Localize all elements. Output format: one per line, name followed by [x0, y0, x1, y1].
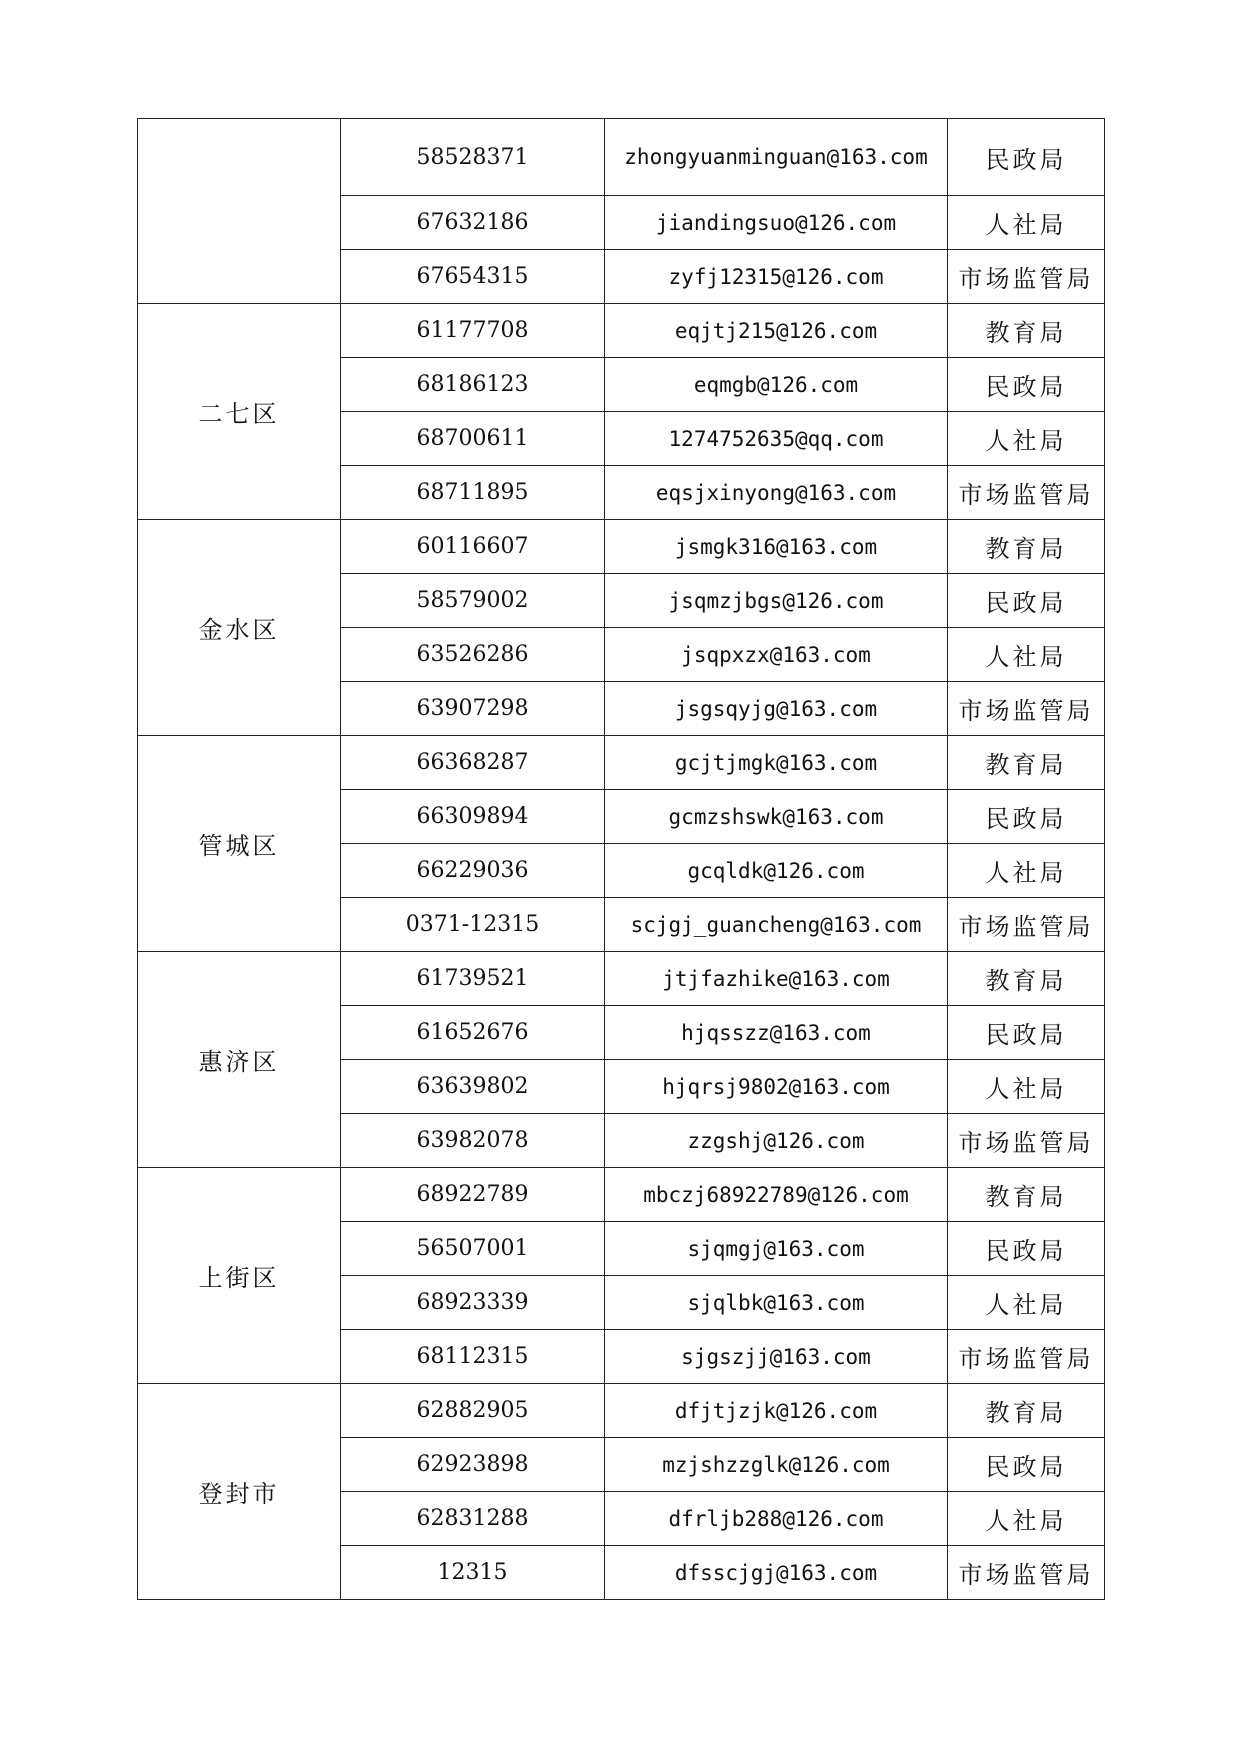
phone-cell: 62882905: [341, 1384, 605, 1438]
email-cell: 1274752635@qq.com: [605, 412, 948, 466]
department-cell: 教育局: [948, 1384, 1105, 1438]
department-cell: 市场监管局: [948, 250, 1105, 304]
department-cell: 人社局: [948, 1492, 1105, 1546]
email-cell: jsmgk316@163.com: [605, 520, 948, 574]
email-cell: sjqlbk@163.com: [605, 1276, 948, 1330]
phone-cell: 68711895: [341, 466, 605, 520]
phone-cell: 66368287: [341, 736, 605, 790]
table-row: [138, 119, 1105, 196]
email-cell: dfsscjgj@163.com: [605, 1546, 948, 1600]
phone-cell: 0371-12315: [341, 898, 605, 952]
district-cell: 金水区: [138, 520, 341, 736]
table-row: [138, 304, 1105, 358]
email-cell: zzgshj@126.com: [605, 1114, 948, 1168]
district-cell: 管城区: [138, 736, 341, 952]
email-cell: zhongyuanminguan@163.com: [605, 119, 948, 196]
phone-cell: 58528371: [341, 119, 605, 196]
phone-cell: 63907298: [341, 682, 605, 736]
email-cell: gcmzshswk@163.com: [605, 790, 948, 844]
phone-cell: 12315: [341, 1546, 605, 1600]
email-cell: mbczj68922789@126.com: [605, 1168, 948, 1222]
contact-table-body: [138, 119, 1105, 1600]
email-cell: jsqpxzx@163.com: [605, 628, 948, 682]
district-cell: 上街区: [138, 1168, 341, 1384]
department-cell: 民政局: [948, 358, 1105, 412]
phone-cell: 68112315: [341, 1330, 605, 1384]
department-cell: 民政局: [948, 1006, 1105, 1060]
department-cell: 市场监管局: [948, 1546, 1105, 1600]
department-cell: 民政局: [948, 1222, 1105, 1276]
email-cell: dfjtjzjk@126.com: [605, 1384, 948, 1438]
phone-cell: 61652676: [341, 1006, 605, 1060]
phone-cell: 68700611: [341, 412, 605, 466]
phone-cell: 62923898: [341, 1438, 605, 1492]
phone-cell: 58579002: [341, 574, 605, 628]
department-cell: 教育局: [948, 736, 1105, 790]
district-cell: 惠济区: [138, 952, 341, 1168]
district-cell: [138, 119, 341, 304]
department-cell: 人社局: [948, 844, 1105, 898]
phone-cell: 67654315: [341, 250, 605, 304]
email-cell: scjgj_guancheng@163.com: [605, 898, 948, 952]
phone-cell: 62831288: [341, 1492, 605, 1546]
department-cell: 人社局: [948, 412, 1105, 466]
phone-cell: 61177708: [341, 304, 605, 358]
email-cell: gcqldk@126.com: [605, 844, 948, 898]
phone-cell: 56507001: [341, 1222, 605, 1276]
contact-table: [137, 118, 1105, 1600]
phone-cell: 61739521: [341, 952, 605, 1006]
department-cell: 民政局: [948, 790, 1105, 844]
phone-cell: 68923339: [341, 1276, 605, 1330]
department-cell: 教育局: [948, 1168, 1105, 1222]
table-row: [138, 952, 1105, 1006]
phone-cell: 68922789: [341, 1168, 605, 1222]
department-cell: 市场监管局: [948, 466, 1105, 520]
email-cell: eqmgb@126.com: [605, 358, 948, 412]
email-cell: sjgszjj@163.com: [605, 1330, 948, 1384]
department-cell: 市场监管局: [948, 1330, 1105, 1384]
phone-cell: 68186123: [341, 358, 605, 412]
department-cell: 市场监管局: [948, 1114, 1105, 1168]
phone-cell: 67632186: [341, 196, 605, 250]
email-cell: jsqmzjbgs@126.com: [605, 574, 948, 628]
email-cell: hjqrsj9802@163.com: [605, 1060, 948, 1114]
phone-cell: 63526286: [341, 628, 605, 682]
email-cell: gcjtjmgk@163.com: [605, 736, 948, 790]
table-row: [138, 520, 1105, 574]
department-cell: 教育局: [948, 304, 1105, 358]
email-cell: eqjtj215@126.com: [605, 304, 948, 358]
phone-cell: 63982078: [341, 1114, 605, 1168]
table-row: [138, 1168, 1105, 1222]
email-cell: sjqmgj@163.com: [605, 1222, 948, 1276]
district-cell: 二七区: [138, 304, 341, 520]
department-cell: 人社局: [948, 196, 1105, 250]
email-cell: mzjshzzglk@126.com: [605, 1438, 948, 1492]
district-cell: 登封市: [138, 1384, 341, 1600]
department-cell: 教育局: [948, 520, 1105, 574]
department-cell: 民政局: [948, 119, 1105, 196]
department-cell: 人社局: [948, 1276, 1105, 1330]
phone-cell: 66309894: [341, 790, 605, 844]
phone-cell: 66229036: [341, 844, 605, 898]
department-cell: 民政局: [948, 1438, 1105, 1492]
email-cell: jsgsqyjg@163.com: [605, 682, 948, 736]
table-row: [138, 1384, 1105, 1438]
email-cell: zyfj12315@126.com: [605, 250, 948, 304]
email-cell: jtjfazhike@163.com: [605, 952, 948, 1006]
department-cell: 民政局: [948, 574, 1105, 628]
email-cell: hjqsszz@163.com: [605, 1006, 948, 1060]
department-cell: 人社局: [948, 628, 1105, 682]
table-row: [138, 736, 1105, 790]
email-cell: eqsjxinyong@163.com: [605, 466, 948, 520]
phone-cell: 60116607: [341, 520, 605, 574]
phone-cell: 63639802: [341, 1060, 605, 1114]
department-cell: 市场监管局: [948, 682, 1105, 736]
email-cell: jiandingsuo@126.com: [605, 196, 948, 250]
department-cell: 教育局: [948, 952, 1105, 1006]
department-cell: 人社局: [948, 1060, 1105, 1114]
department-cell: 市场监管局: [948, 898, 1105, 952]
email-cell: dfrljb288@126.com: [605, 1492, 948, 1546]
